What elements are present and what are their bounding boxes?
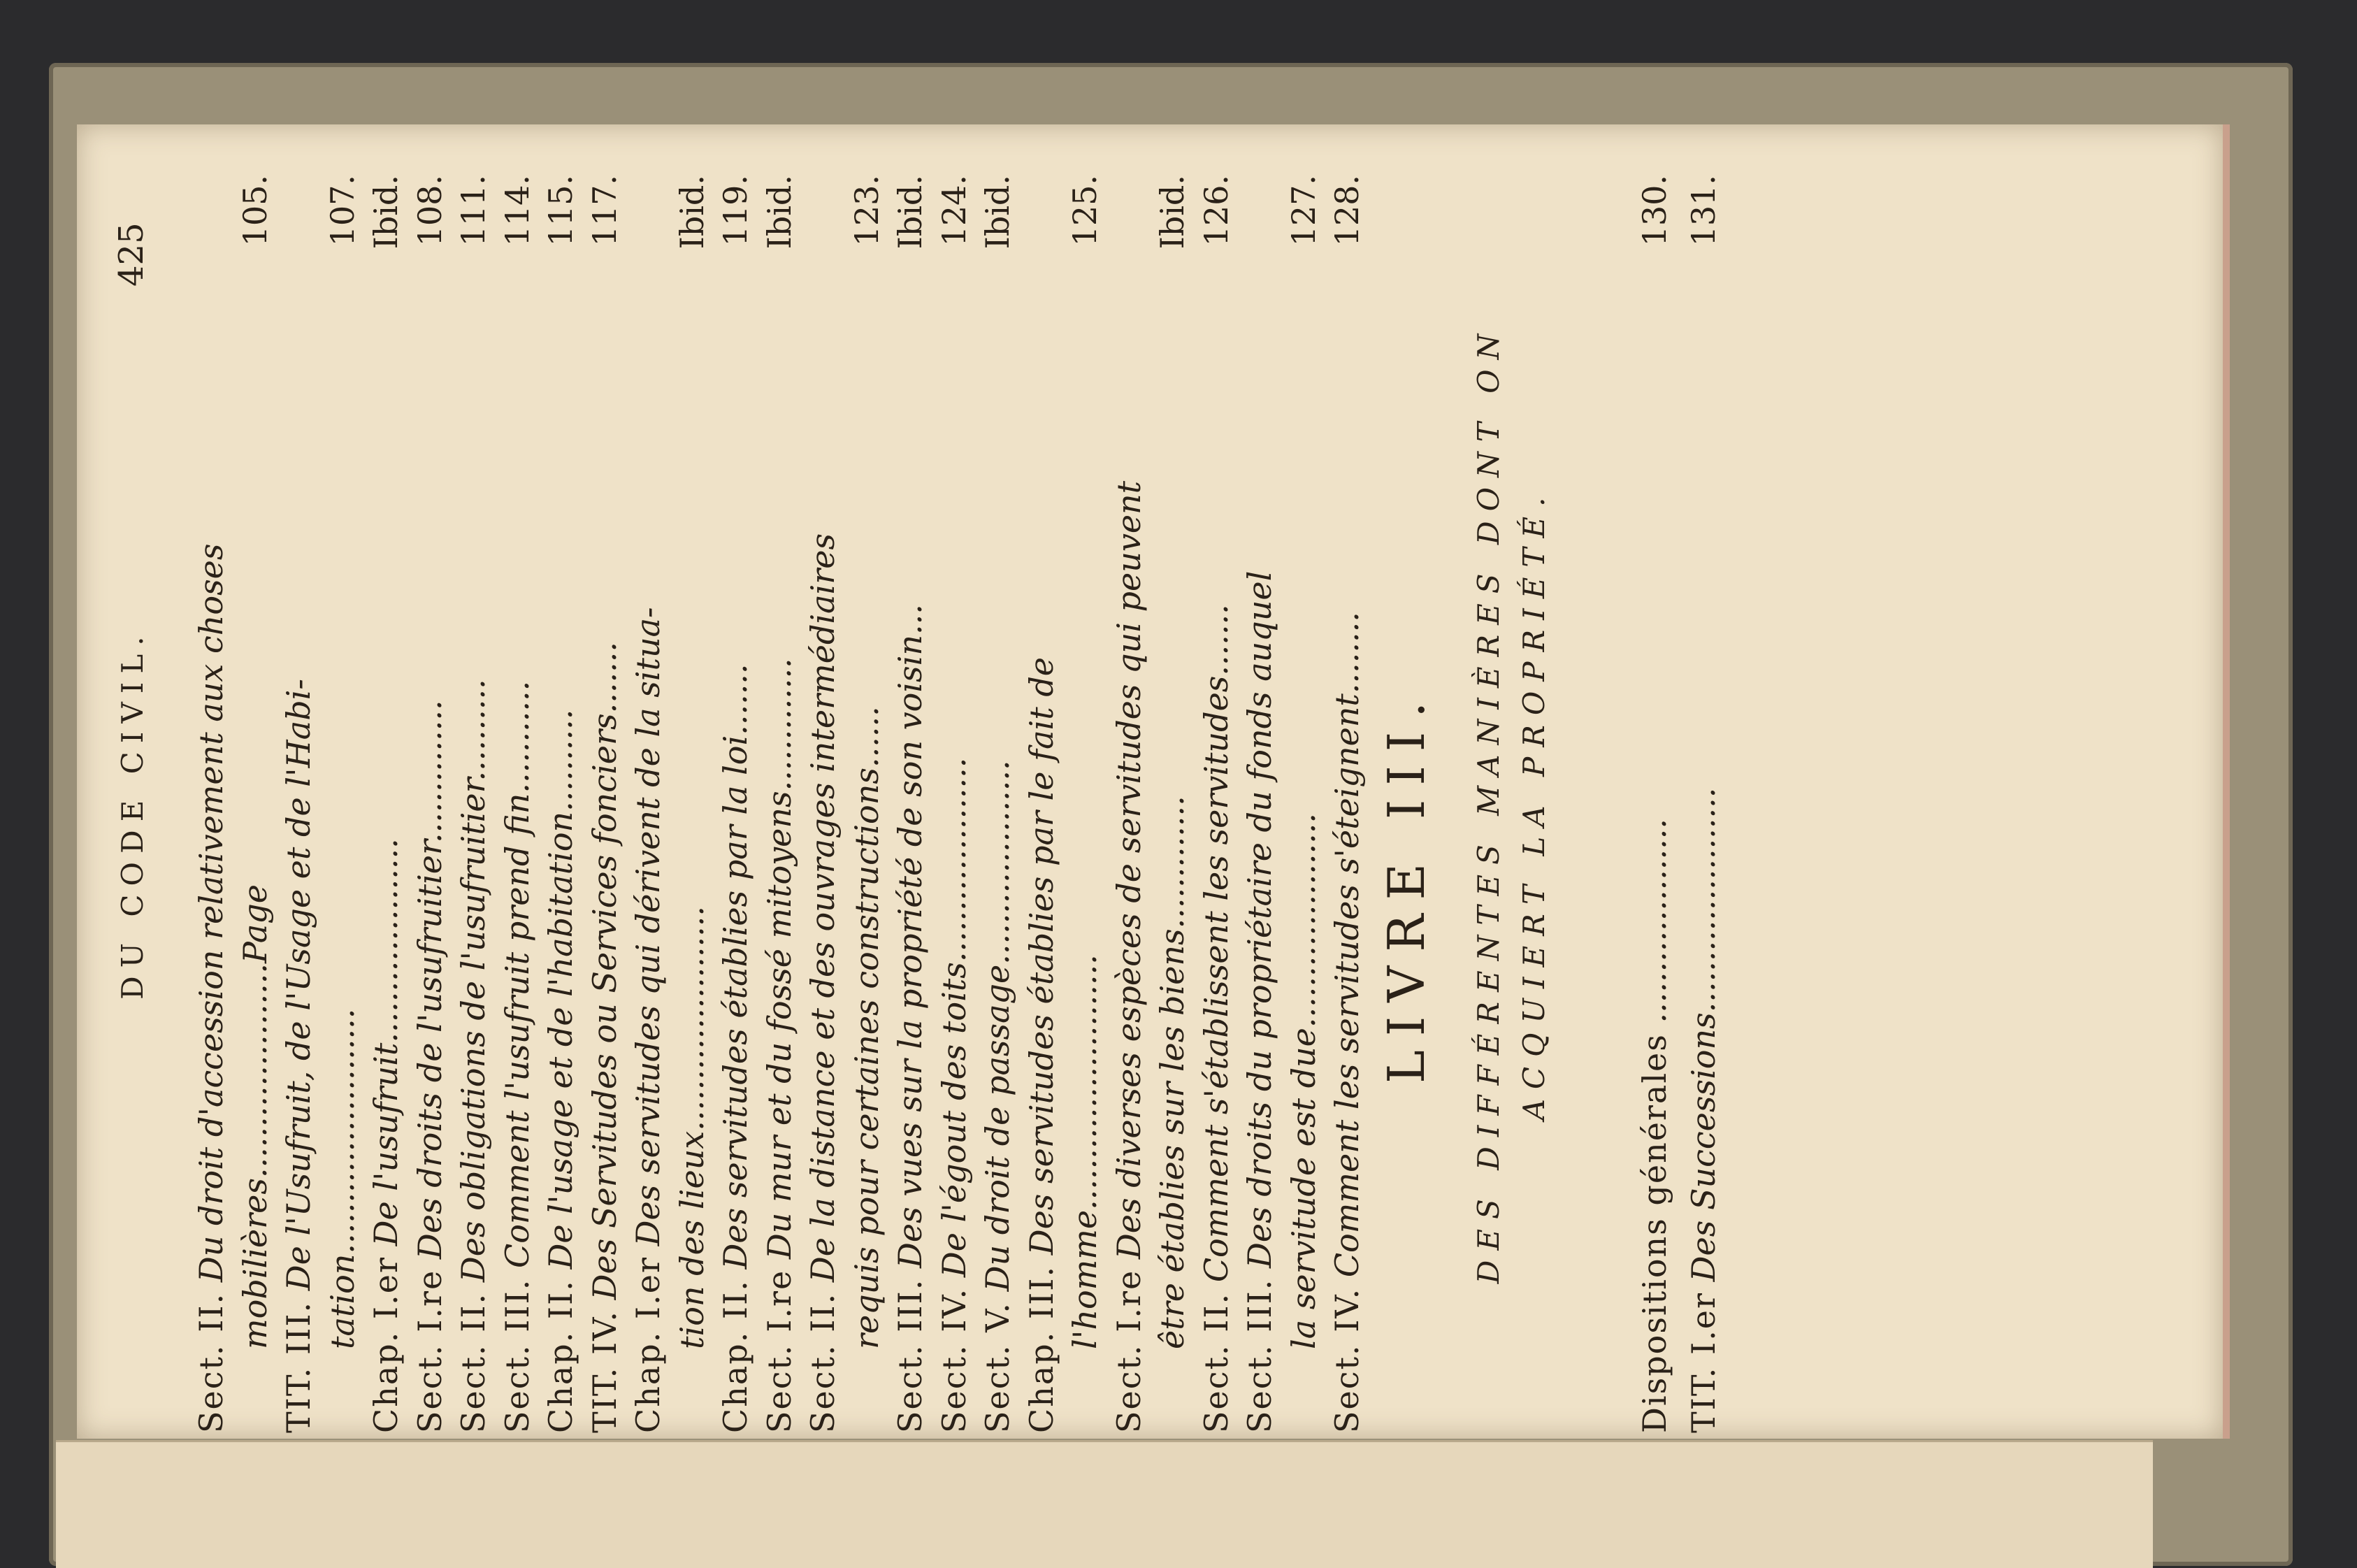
toc-entry-title: ....................	[1636, 819, 1673, 1034]
toc-entry-label: Chap. II.	[542, 1279, 579, 1433]
toc-entry	[411, 175, 453, 1433]
toc-entry-label: TIT. III.	[280, 1300, 317, 1433]
toc-entry-title: mobilières.....................Page	[236, 884, 274, 1349]
toc-entry-label: Chap. I.er	[367, 1256, 405, 1433]
toc-entry-title: requis pour certaines constructions......	[847, 706, 886, 1349]
toc-entry-title: tation........................	[323, 1008, 361, 1349]
toc-entry-page: 126.	[1197, 175, 1235, 247]
toc-entry-label: Sect. II.	[1197, 1292, 1235, 1433]
toc-entry-page: 130.	[1636, 175, 1673, 247]
toc-entry-title: Des Successions......................	[1685, 787, 1722, 1292]
toc-entry-label: Chap. III.	[1022, 1265, 1060, 1433]
toc-entry-page: 119.	[716, 175, 754, 247]
toc-entry-label: Sect. I.re	[760, 1269, 798, 1433]
toc-entry-label: TIT. I.er	[1685, 1291, 1722, 1433]
toc-entry	[1153, 175, 1195, 1433]
toc-entry	[1066, 175, 1108, 1433]
toc-entry	[848, 175, 890, 1433]
toc-entry-title: Des droits de l'usufruitier..............	[410, 700, 449, 1269]
toc-entry	[324, 175, 366, 1433]
rotated-text-block	[91, 175, 2188, 1433]
toc-entry-label: Dispositions générales	[1636, 1033, 1673, 1433]
toc-entry-label: Sect. II.	[454, 1292, 492, 1433]
toc-entry-page: Ibid.	[760, 175, 798, 250]
toc-entry	[979, 175, 1021, 1433]
toc-entry	[236, 175, 278, 1433]
toc-entry-page: 105.	[236, 175, 274, 247]
toc-entry-page: 123.	[847, 175, 886, 247]
toc-entry-page: 124.	[935, 175, 973, 247]
toc-entry-page: Ibid.	[891, 175, 929, 250]
toc-entry-label: Chap. I.er	[629, 1256, 667, 1433]
toc-entry-title: être établies sur les biens.............	[1153, 796, 1191, 1349]
toc-entry	[935, 175, 977, 1433]
toc-entry-page: Ibid.	[672, 175, 711, 250]
toc-entry-page: 107.	[323, 175, 361, 247]
toc-entry	[1110, 175, 1152, 1433]
toc-entry-title: Du mur et du fossé mitoyens.............	[760, 658, 798, 1269]
toc-entry	[1241, 175, 1283, 1433]
toc-entry-title: De l'égout des toits....................	[935, 757, 973, 1288]
toc-entry-title: Du droit de passage....................	[979, 760, 1016, 1302]
toc-entry-title: De l'Usufruit, de l'Usage et de l'Habi-	[280, 679, 317, 1301]
toc-entry-label: Sect. IV.	[1328, 1287, 1366, 1433]
toc-entry-label: Sect. II.	[804, 1292, 842, 1433]
toc-entry-title: Des diverses espèces de servitudes qui peuvent	[1109, 480, 1148, 1269]
toc-entry-title: Du droit d'accession relativement aux choses	[192, 543, 230, 1293]
toc-entry-title: Des servitudes établies par la loi.......	[716, 663, 754, 1280]
toc-entry-page: Ibid.	[367, 175, 405, 250]
toc-entry-label: Sect. I.re	[1109, 1269, 1148, 1433]
toc-entry-title: Des obligations de l'usufruitier..........	[454, 679, 492, 1293]
toc-entry	[280, 175, 322, 1433]
book-heading: LIVRE III.	[1377, 687, 1436, 1084]
toc-entry-title: De la distance et des ouvrages intermédiaires	[804, 533, 842, 1293]
toc-entry-label: Sect. III.	[498, 1278, 536, 1433]
toc-entry-title: Des servitudes qui dérivent de la situa-	[629, 607, 667, 1257]
toc-entry-label: TIT. IV.	[585, 1310, 624, 1433]
toc-entry-title: Comment l'usufruit prend fin...........	[498, 680, 536, 1279]
page-number: 425	[112, 222, 151, 287]
toc-entry	[1285, 175, 1327, 1433]
toc-entry-label: Sect. I.re	[410, 1269, 449, 1433]
toc-entry-title: Des vues sur la propriété de son voisin...	[891, 604, 929, 1279]
toc-entry-label: Sect. II.	[192, 1292, 230, 1433]
toc-entry-label: Sect. IV.	[935, 1287, 973, 1433]
toc-entry	[673, 175, 715, 1433]
toc-entry	[454, 175, 496, 1433]
toc-entry-title: Des servitudes établies par le fait de	[1022, 657, 1060, 1265]
toc-entry-title: De l'usufruit....................	[367, 838, 405, 1257]
toc-entry-title: la servitude est due.....................	[1284, 813, 1322, 1349]
toc-entry-page: 117.	[585, 175, 624, 247]
toc-entry	[192, 175, 234, 1433]
toc-entry	[542, 175, 584, 1433]
toc-entry-page: Ibid.	[979, 175, 1016, 250]
toc-entry-page: 111.	[454, 175, 492, 247]
book-subtitle-line-2: ACQUIERT LA PROPRIÉTÉ.	[1517, 487, 1551, 1121]
toc-entry-title: Des Servitudes ou Services fonciers.......	[585, 642, 624, 1310]
toc-entry-page: 115.	[542, 175, 579, 247]
toc-entry	[716, 175, 758, 1433]
toc-entry-label: Chap. II.	[716, 1279, 754, 1433]
toc-entry-page: 127.	[1284, 175, 1322, 247]
toc-entry-title: tion des lieux......................	[672, 906, 711, 1349]
toc-entry-title: Comment les servitudes s'éteignent........	[1328, 612, 1366, 1288]
toc-entry	[804, 175, 846, 1433]
toc-entry	[1328, 175, 1370, 1433]
toc-entry-page: 131.	[1685, 175, 1722, 247]
book-subtitle-line-1: DES DIFFÉRENTES MANIÈRES DONT ON	[1471, 324, 1506, 1284]
toc-entry	[498, 175, 540, 1433]
toc-entry-page: 125.	[1066, 175, 1104, 247]
toc-entry	[1023, 175, 1065, 1433]
toc-entry	[1197, 175, 1239, 1433]
toc-entry-page: 128.	[1328, 175, 1366, 247]
toc-entry	[586, 175, 628, 1433]
toc-entry-title: De l'usage et de l'habitation..........	[542, 709, 579, 1280]
toc-entry-label: Sect. III.	[1241, 1278, 1278, 1433]
toc-entry-label: Sect. V.	[979, 1301, 1016, 1433]
toc-entry	[1685, 175, 1727, 1433]
toc-entry-page: 108.	[410, 175, 449, 247]
toc-entry	[761, 175, 802, 1433]
running-header	[91, 175, 161, 1433]
toc-entry	[891, 175, 933, 1433]
toc-entry-title: Comment s'établissent les servitudes.......	[1197, 604, 1235, 1293]
toc-entry-page: Ibid.	[1153, 175, 1191, 250]
toc-entry	[1636, 175, 1678, 1433]
toc-entry	[629, 175, 671, 1433]
facing-page-edge	[56, 1440, 2153, 1568]
toc-entry-title: l'homme.........................	[1066, 954, 1104, 1349]
running-title: DU CODE CIVIL.	[115, 628, 150, 1000]
toc-entry-title: Des droits du propriétaire du fonds auquel	[1241, 570, 1278, 1279]
toc-entry-page: 114.	[498, 175, 536, 247]
toc-entry	[367, 175, 409, 1433]
toc-entry-label: Sect. III.	[891, 1278, 929, 1433]
